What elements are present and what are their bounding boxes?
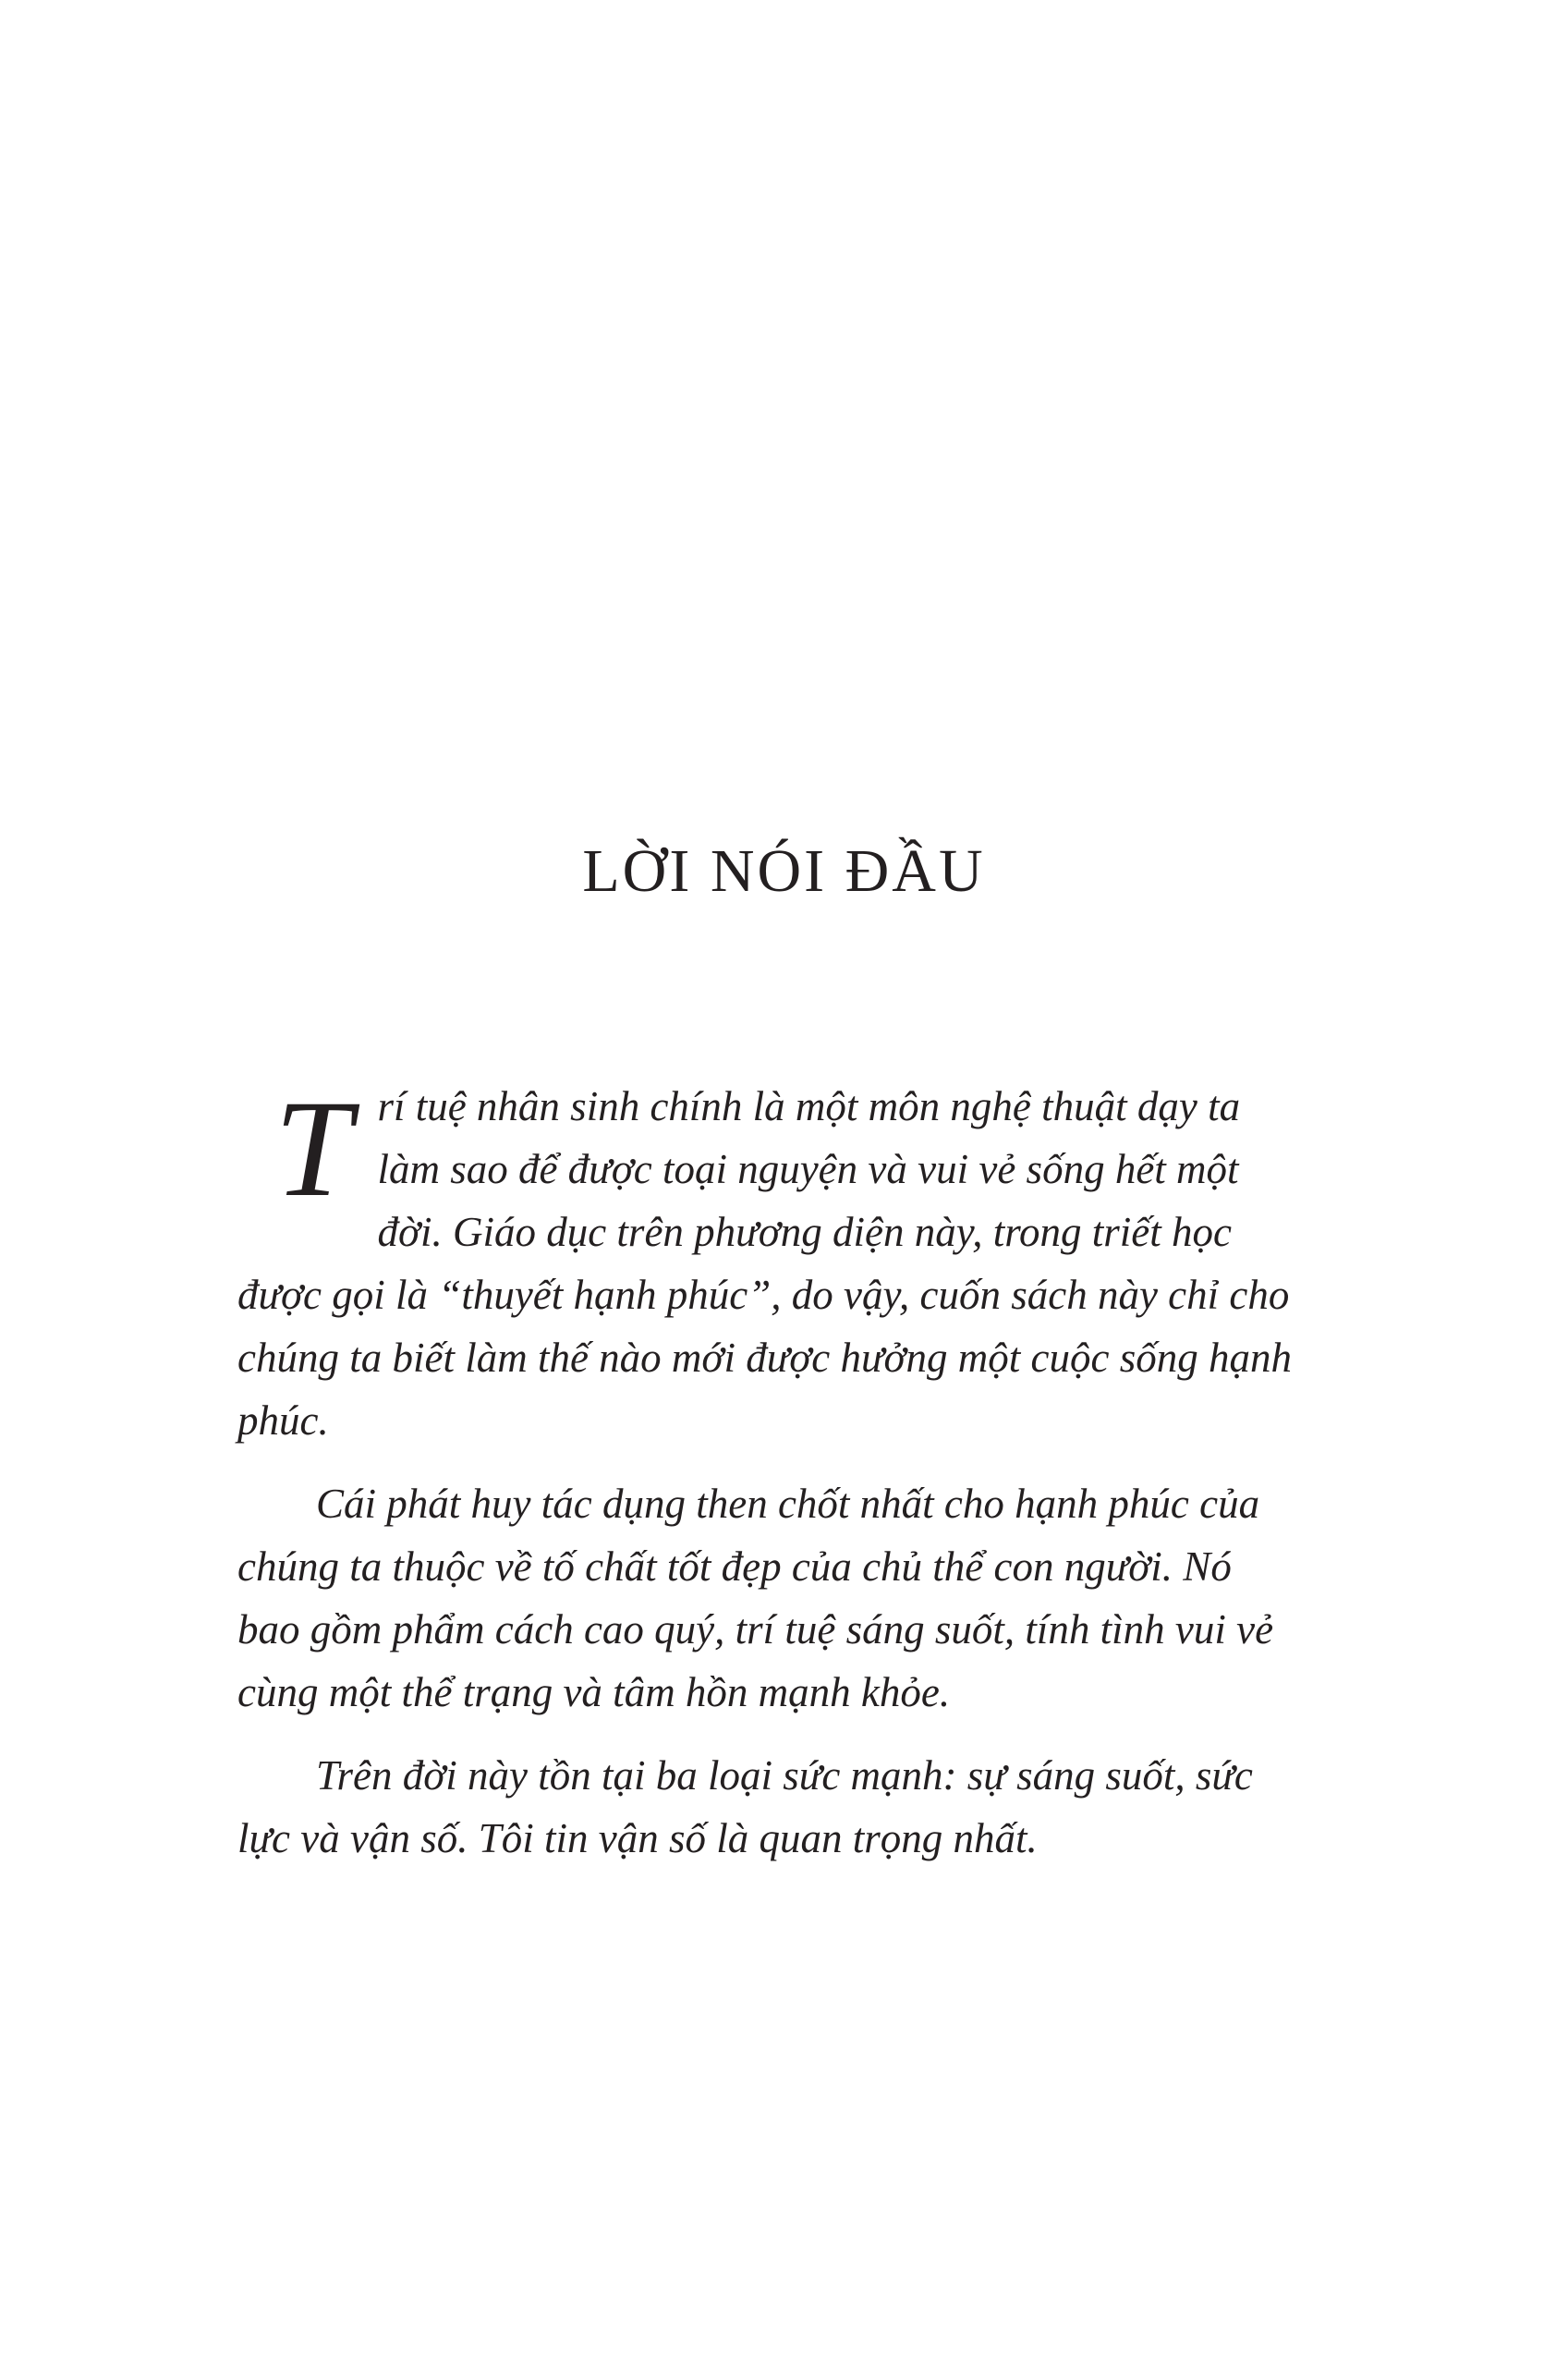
preface-body [237,1072,1295,1870]
chapter-title: LỜI NÓI ĐẦU [582,837,986,905]
paragraph-first [237,1072,1295,1452]
paragraph-second: Cái phát huy tác dụng then chốt nhất cho hạnh phúc của chúng ta thuộc về tố chất tốt đẹp của chủ thể con người. Nó bao gồm phẩm cách cao quý, trí tuệ sáng suốt, tính tình vui vẻ cùng một thể trạng và tâm hồn mạnh khỏe. [237,1481,1274,1715]
paragraph-first-text: rí tuệ nhân sinh chính là một môn nghệ thuật dạy ta làm sao để được toại nguyện và vui vẻ sống hết một đời. Giáo dục trên phương diện này, trong triết học được gọi là “thuyết hạnh phúc”, do vậy, cuốn sách này chỉ cho chúng ta biết làm thế nào mới được hưởng một cuộc sống hạnh phúc. [237,1083,1292,1444]
drop-cap: T [274,1072,352,1226]
paragraph-third: Trên đời này tồn tại ba loại sức mạnh: sự sáng suốt, sức lực và vận số. Tôi tin vận số là quan trọng nhất. [237,1752,1253,1861]
